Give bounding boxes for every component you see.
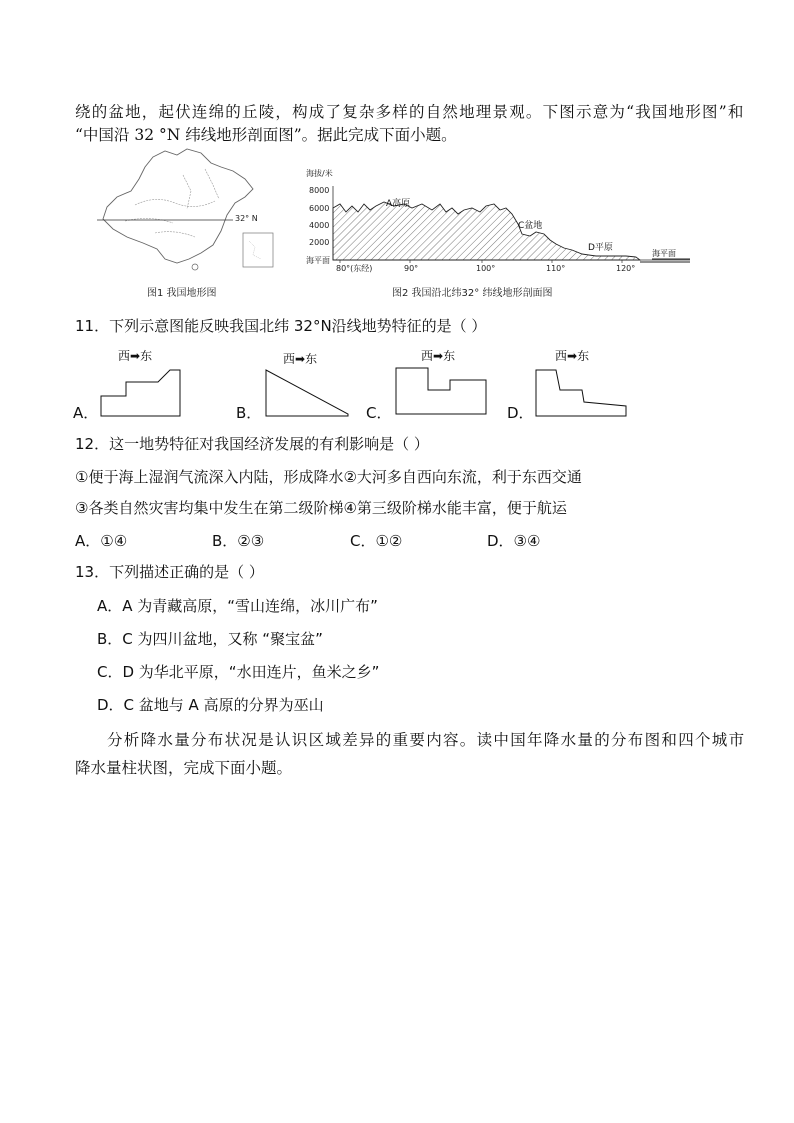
figure1-caption: 图1 我国地形图 [147, 288, 217, 299]
q11-a-direction: 西➡东 [118, 349, 153, 363]
q11-option-c-label[interactable]: C． [366, 404, 392, 422]
q11-option-b-label[interactable]: B． [236, 404, 262, 422]
q11-option-d-diagram [534, 366, 630, 418]
q13-option-a[interactable]: A．A 为青藏高原，“雪山连绵，冰川广布” [97, 597, 378, 615]
figure1-china-map [95, 145, 295, 275]
q12-option-d[interactable]: D．③④ [487, 532, 541, 550]
figure2-terrain-profile [300, 168, 695, 278]
intro-line-2: “中国沿 32 °N 纬线地形剖面图”。据此完成下面小题。 [75, 126, 457, 144]
q13-option-b[interactable]: B．C 为四川盆地，又称 “聚宝盆” [97, 630, 323, 648]
label-d-plain: D平原 [588, 243, 613, 253]
y-tick-label: 8000 [309, 186, 330, 195]
label-a-plateau: A高原 [386, 199, 411, 209]
x-tick-label: 120° [616, 264, 636, 273]
q11-option-b-diagram [264, 366, 350, 418]
q11-c-direction: 西➡东 [421, 349, 456, 363]
q12-option-a[interactable]: A．①④ [75, 532, 128, 550]
q12-option-c[interactable]: C．①② [350, 532, 403, 550]
intro-line-1: 绕的盆地，起伏连绵的丘陵，构成了复杂多样的自然地理景观。下图示意为“我国地形图”和 [75, 103, 745, 121]
x-tick-label: 80°(东经) [336, 264, 373, 273]
latitude-label: 32° N [235, 214, 258, 223]
q11-b-direction: 西➡东 [283, 352, 318, 366]
q13-option-c[interactable]: C．D 为华北平原，“水田连片，鱼米之乡” [97, 663, 380, 681]
label-c-basin: C盆地 [518, 221, 543, 231]
x-tick-label: 110° [546, 264, 566, 273]
q11-option-d-label[interactable]: D． [507, 404, 534, 422]
y-tick-label: 2000 [309, 238, 330, 247]
y-axis-title: 海拔/米 [306, 169, 333, 178]
q11-option-c-diagram [394, 364, 490, 418]
x-tick-label: 100° [476, 264, 496, 273]
q13-option-d[interactable]: D．C 盆地与 A 高原的分界为巫山 [97, 696, 324, 714]
y-tick-label: 海平面 [306, 256, 330, 265]
q12-items-line-2: ③各类自然灾害均集中发生在第二级阶梯④第三级阶梯水能丰富，便于航运 [75, 499, 567, 517]
q12-stem: 12．这一地势特征对我国经济发展的有利影响是（ ） [75, 435, 429, 453]
q12-items-line-1: ①便于海上湿润气流深入内陆，形成降水②大河多自西向东流，利于东西交通 [75, 468, 582, 486]
outro-line-2: 降水量柱状图，完成下面小题。 [75, 759, 293, 777]
q12-option-b[interactable]: B．②③ [212, 532, 265, 550]
x-tick-label: 90° [404, 264, 419, 273]
y-tick-label: 6000 [309, 204, 330, 213]
y-tick-label: 4000 [309, 221, 330, 230]
figure2-caption: 图2 我国沿北纬32° 纬线地形剖面图 [392, 288, 553, 299]
china-outline [103, 149, 253, 263]
q11-stem: 11．下列示意图能反映我国北纬 32°N沿线地势特征的是（ ） [75, 317, 487, 335]
q11-d-direction: 西➡东 [555, 349, 590, 363]
q11-option-a-label[interactable]: A． [73, 404, 99, 422]
label-sea: 海平面 [652, 249, 676, 258]
q13-stem: 13．下列描述正确的是（ ） [75, 563, 264, 581]
outro-line-1: 分析降水量分布状况是认识区域差异的重要内容。读中国年降水量的分布图和四个城市 [107, 731, 746, 749]
q11-option-a-diagram [100, 366, 185, 418]
south-sea-inset [243, 233, 273, 267]
